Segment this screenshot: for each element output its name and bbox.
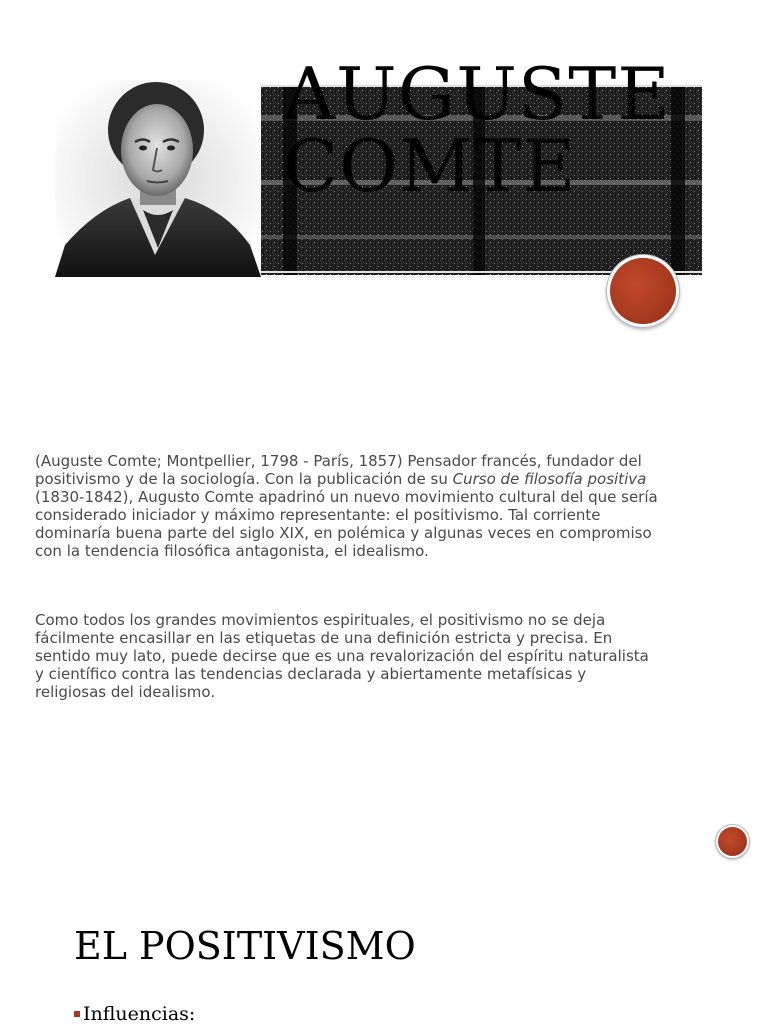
accent-circle-small [718,827,747,856]
bullet-text: Influencias: [83,1003,196,1024]
intro-text-part1: (Auguste Comte; Montpellier, 1798 - París, 1857) Pensador francés, fundador del positivismo y de la sociología. Con la publicación de su [35,452,642,488]
square-bullet-icon [74,1011,80,1017]
accent-circle-large [610,258,676,324]
intro-text-part2: (1830-1842), Augusto Comte apadrinó un nuevo movimiento cultural del que sería considerado iniciador y máximo representante: el positivismo. Tal corriente dominaría buena parte del siglo XIX, en polémica y algunas veces en compromiso con la tendencia filosófica antagonista, el idealismo. [35,488,658,560]
portrait-image [55,80,261,277]
bullet-item [74,1002,195,1024]
book-title-italic: Curso de filosofía positiva [452,470,647,488]
intro-paragraph [35,452,660,560]
section-title: EL POSITIVISMO [74,924,416,968]
slide-title: AUGUSTE COMTE [283,52,671,208]
positivism-paragraph: Como todos los grandes movimientos espirituales, el positivismo no se deja fácilmente encasillar en las etiquetas de una definición estricta y precisa. En sentido muy lato, puede decirse que es una revalorización del espíritu naturalista y científico contra las tendencias declarada y abiertamente metafísicas y religiosas del idealismo. [35,611,649,701]
